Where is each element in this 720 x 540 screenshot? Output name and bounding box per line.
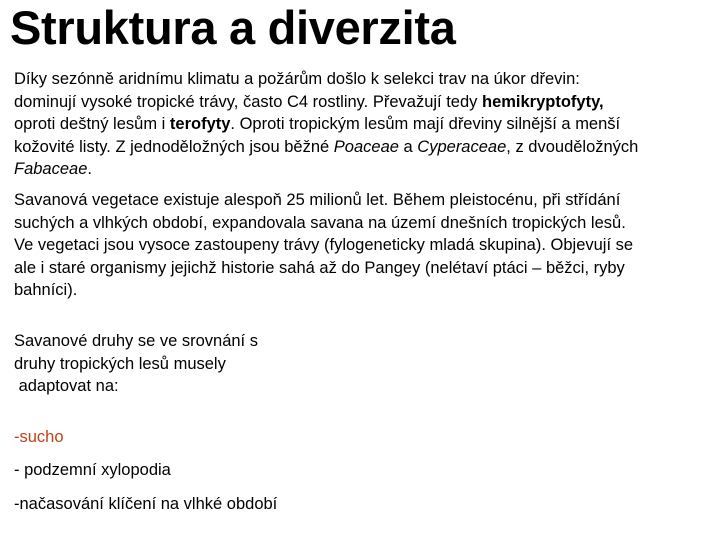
text-span: dominují vysoké tropické trávy, často C4 rostliny. Převažují tedy [14, 92, 482, 111]
list-item-klicení: -načasování klíčení na vlhké období [14, 495, 278, 513]
text-span: , z dvouděložných [506, 137, 639, 156]
text-line: bahníci). [14, 281, 78, 300]
text-line: druhy tropických lesů musely [14, 354, 226, 373]
text-line [14, 113, 714, 136]
text-span: a [398, 137, 418, 156]
text-span: . Oproti tropickým lesům mají dřeviny silnější a menší [230, 115, 621, 134]
paragraph-grass-selection [14, 68, 714, 181]
text-line: Ve vegetaci jsou vysoce zastoupeny trávy (fylogeneticky mladá skupina). Objevují se [14, 236, 634, 255]
bold-term-terofyty: terofyty [169, 115, 231, 134]
text-line [14, 158, 714, 181]
text-line: Savanové druhy se ve srovnání s [14, 332, 258, 350]
list-item-sucho: -sucho [14, 428, 64, 446]
text-line: adaptovat na: [14, 377, 119, 396]
text-span: kožovité listy. Z jednoděložných jsou běžné [14, 137, 334, 156]
text-line: suchých a vlhkých období, expandovala savana na území dnešních tropických lesů. [14, 213, 626, 232]
italic-taxon-cyperaceae: Cyperaceae [417, 137, 507, 156]
italic-taxon-poaceae: Poaceae [333, 137, 399, 156]
text-line: ale i staré organismy jejichž historie sahá až do Pangey (nelétaví ptáci – běžci, ryby [14, 258, 625, 277]
text-span: . [87, 160, 92, 179]
list-item-xylopodia: - podzemní xylopodia [14, 461, 171, 479]
text-line [14, 91, 714, 114]
italic-taxon-fabaceae: Fabaceae [14, 160, 88, 179]
bold-term-hemikryptofyty: hemikryptofyty, [482, 92, 604, 111]
text-line: Díky sezónně aridnímu klimatu a požárům došlo k selekci trav na úkor dřevin: [14, 70, 580, 88]
text-line: Savanová vegetace existuje alespoň 25 milionů let. Během pleistocénu, při střídání [14, 191, 621, 209]
paragraph-savanna-history [14, 189, 714, 302]
text-line [14, 136, 714, 159]
paragraph-adaptation-intro [14, 330, 344, 398]
page-title: Struktura a diverzita [10, 1, 456, 54]
text-span: oproti deštný lesům i [14, 115, 170, 134]
